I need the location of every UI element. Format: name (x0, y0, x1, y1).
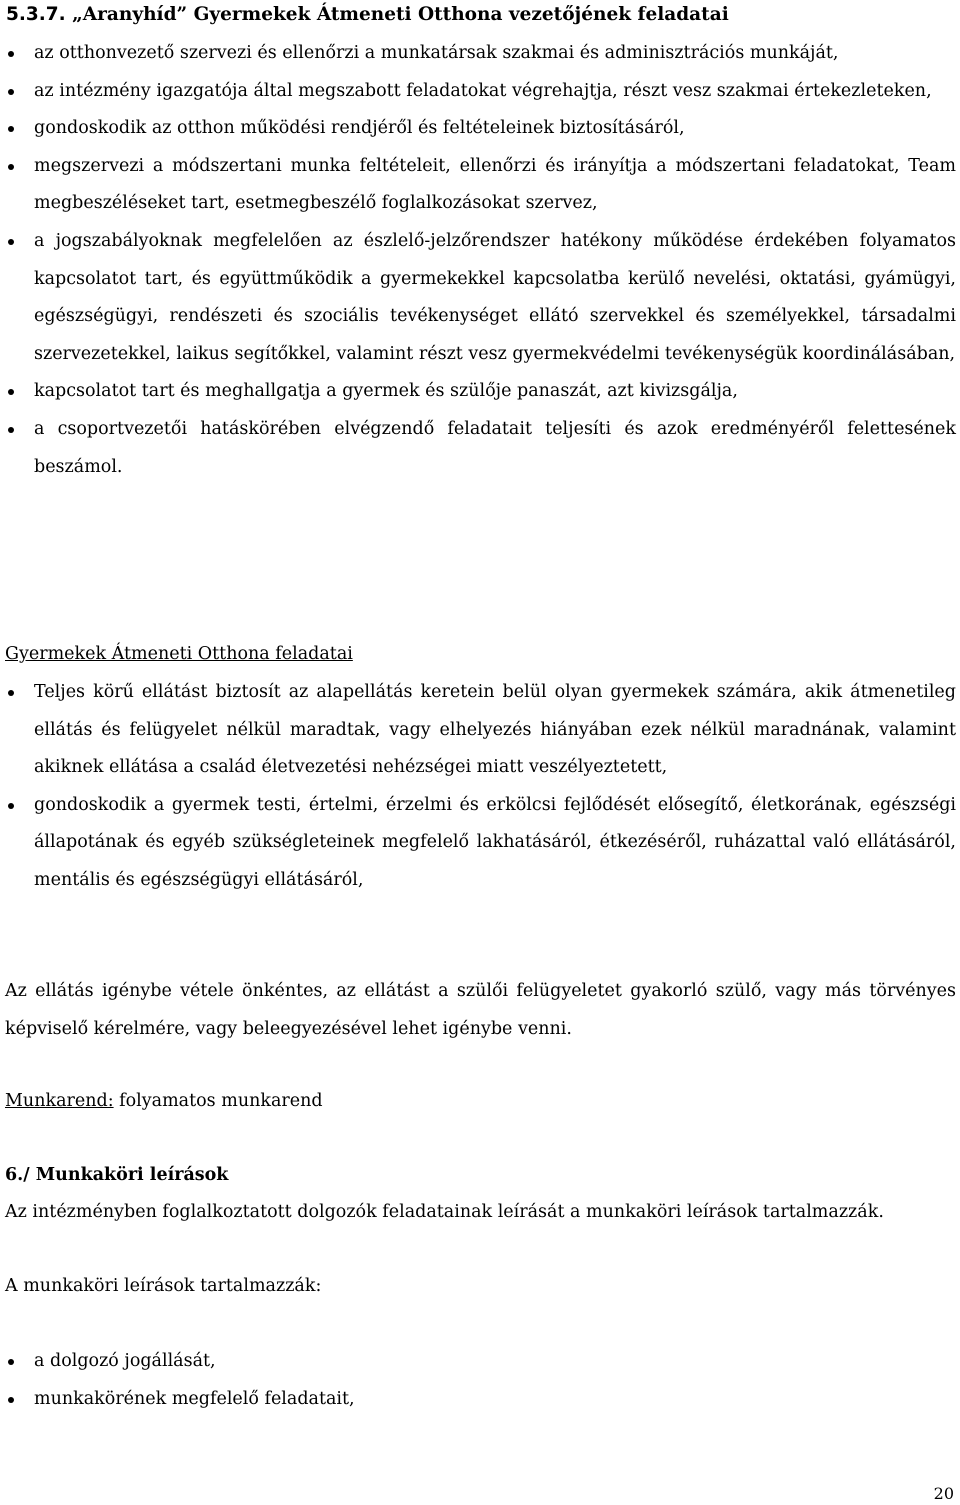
bullet-icon (8, 239, 14, 245)
leader-duties-list (0, 35, 956, 486)
list-item: kapcsolatot tart és meghallgatja a gyermek és szülője panaszát, azt kivizsgálja, (0, 373, 956, 411)
work-schedule-value: folyamatos munkarend (113, 1091, 323, 1111)
bullet-icon (8, 126, 14, 132)
bullet-icon (8, 1359, 14, 1365)
home-tasks-list (0, 674, 956, 900)
list-item: gondoskodik az otthon működési rendjéről és feltételeinek biztosításáról, (0, 110, 956, 148)
bullet-icon (8, 389, 14, 395)
list-item: az intézmény igazgatója által megszabott feladatokat végrehajtja, részt vesz szakmai értekezleteken, (0, 73, 956, 111)
job-descriptions-intro: Az intézményben foglalkoztatott dolgozók feladatainak leírását a munkaköri leírások tartalmazzák. (5, 1202, 884, 1222)
list-item: gondoskodik a gyermek testi, értelmi, érzelmi és erkölcsi fejlődését elősegítő, életkorának, egészségi állapotának és egyéb szükségleteinek megfelelő lakhatásáról, étkezéséről, ruházattal való ellátásáról, mentális és egészségügyi ellátásáról, (0, 787, 956, 900)
section-heading (6, 3, 956, 27)
job-descriptions-list (0, 1343, 956, 1418)
section-title: „Aranyhíd” Gyermekek Átmeneti Otthona vezetőjének feladatai (72, 4, 729, 25)
work-schedule (5, 1083, 956, 1121)
job-descriptions-contains-label: A munkaköri leírások tartalmazzák: (5, 1276, 322, 1296)
list-item: a csoportvezetői hatáskörében elvégzendő feladatait teljesíti és azok eredményéről felettesének beszámol. (0, 411, 956, 486)
voluntary-paragraph: Az ellátás igénybe vétele önkéntes, az ellátást a szülői felügyeletet gyakorló szülő, vagy más törvényes képviselő kérelmére, vagy beleegyezésével lehet igénybe venni. (5, 981, 956, 1039)
bullet-icon (8, 1397, 14, 1403)
list-item: az otthonvezető szervezi és ellenőrzi a munkatársak szakmai és adminisztrációs munkáját, (0, 35, 956, 73)
bullet-icon (8, 803, 14, 809)
bullet-icon (8, 427, 14, 433)
bullet-icon (8, 164, 14, 170)
list-item: a jogszabályoknak megfelelően az észlelő-jelzőrendszer hatékony működése érdekében folyamatos kapcsolatot tart, és együttműködik a gyermekekkel kapcsolatba kerülő nevelési, oktatási, gyámügyi, egészségügyi, rendészeti és szociális tevékenységet ellátó szervekkel és személyekkel, társadalmi szervezetekkel, laikus segítőkkel, valamint részt vesz gyermekvédelmi tevékenységük koordinálásában, (0, 223, 956, 373)
bullet-icon (8, 89, 14, 95)
list-item: megszervezi a módszertani munka feltételeit, ellenőrzi és irányítja a módszertani feladatokat, Team megbeszéléseket tart, esetmegbeszélő foglalkozásokat szervez, (0, 148, 956, 223)
home-tasks-heading: Gyermekek Átmeneti Otthona feladatai (5, 644, 353, 664)
job-descriptions-heading: 6./ Munkaköri leírások (5, 1165, 229, 1185)
page-number: 20 (933, 1484, 954, 1503)
list-item: Teljes körű ellátást biztosít az alapellátás keretein belül olyan gyermekek számára, akik átmenetileg ellátás és felügyelet nélkül maradtak, vagy elhelyezés hiányában ezek nélkül maradnának, valamint akiknek ellátása a család életvezetési nehézségei miatt veszélyeztetett, (0, 674, 956, 787)
section-number: 5.3.7. (6, 4, 66, 25)
list-item: a dolgozó jogállását, (0, 1343, 956, 1381)
work-schedule-label: Munkarend: (5, 1091, 114, 1111)
list-item: munkakörének megfelelő feladatait, (0, 1381, 956, 1419)
bullet-icon (8, 690, 14, 696)
bullet-icon (8, 51, 14, 57)
